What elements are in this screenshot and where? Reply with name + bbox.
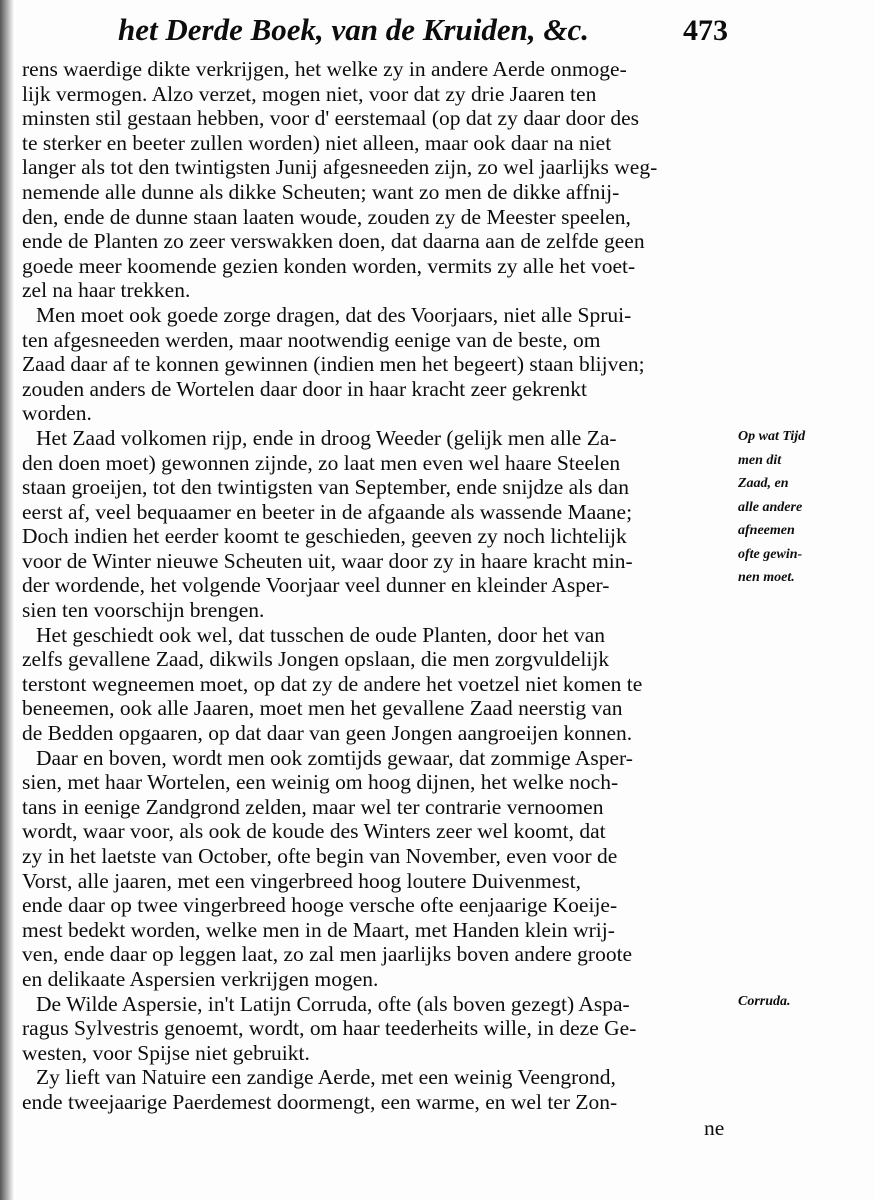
margin-note-line: afneemen	[738, 523, 795, 538]
running-title: het Derde Boek, van de Kruiden, &c.	[118, 12, 589, 47]
text-line: nemende alle dunne als dikke Scheuten; want zo men de dikke affnij-	[22, 179, 620, 204]
text-line: goede meer koomende gezien konden worden, vermits zy alle het voet-	[22, 253, 636, 278]
margin-note-line: Zaad, en	[738, 476, 789, 491]
text-line: Vorst, alle jaaren, met een vingerbreed hoog loutere Duivenmest,	[22, 868, 582, 893]
text-line: tans in eenige Zandgrond zelden, maar wel ter contrarie vernoomen	[22, 794, 604, 819]
text-line: zel na haar trekken.	[22, 278, 191, 303]
body-text	[22, 57, 732, 1115]
text-line: Het Zaad volkomen rijp, ende in droog Weeder (gelijk men alle Za-	[36, 425, 617, 450]
text-line: en delikaate Aspersien verkrijgen mogen.	[22, 966, 379, 991]
text-line: westen, voor Spijse niet gebruikt.	[22, 1040, 310, 1065]
text-line: der wordende, het volgende Voorjaar veel dunner en kleinder Asper-	[22, 573, 610, 598]
page-edge-shadow	[0, 0, 14, 1200]
text-line: ven, ende daar op leggen laat, zo zal men jaarlijks boven andere groote	[22, 942, 633, 967]
text-line: ende daar op twee vingerbreed hooge versche ofte eenjaarige Koeije-	[22, 893, 618, 918]
text-line: Daar en boven, wordt men ook zomtijds gewaar, dat zommige Asper-	[36, 745, 633, 770]
text-line: ende tweejaarige Paerdemest doormengt, een warme, en wel ter Zon-	[22, 1089, 618, 1114]
text-line: zouden anders de Wortelen daar door in haar kracht zeer gekrenkt	[22, 376, 587, 401]
margin-note-line: men dit	[738, 452, 782, 468]
text-line: Zy lieft van Natuire een zandige Aerde, met een weinig Veengrond,	[36, 1065, 616, 1090]
text-line: mest bedekt worden, welke men in de Maart, met Handen klein wrij-	[22, 917, 615, 942]
text-line: Doch indien het eerder koomt te geschieden, geeven zy noch lichtelijk	[22, 524, 627, 549]
text-line: Zaad daar af te konnen gewinnen (indien men het begeert) staan blijven;	[22, 352, 645, 377]
text-line: zy in het laetste van October, ofte begin van November, even voor de	[22, 844, 618, 868]
text-line: ende de Planten zo zeer verswakken doen, dat daarna aan de zelfde geen	[22, 229, 645, 254]
text-line: De Wilde Aspersie, in't Latijn Corruda, ofte (als boven gezegt) Aspa-	[36, 991, 630, 1016]
text-line: worden.	[22, 401, 92, 426]
page-header	[118, 12, 728, 58]
margin-note-line: alle andere	[738, 499, 803, 515]
text-line: Men moet ook goede zorge dragen, dat des Voorjaars, niet alle Sprui-	[36, 302, 632, 327]
text-line: sien, met haar Wortelen, een weinig om hoog dijnen, het welke noch-	[22, 770, 619, 795]
margin-note-line: nen moet.	[738, 570, 795, 585]
text-line: eerst af, veel bequaamer en beeter in de afgaande als wassende Maane;	[22, 499, 633, 524]
text-line: voor de Winter nieuwe Scheuten uit, waar door zy in haare kracht min-	[22, 548, 633, 573]
text-line: zelfs gevallene Zaad, dikwils Jongen opslaan, die men zorgvuldelijk	[22, 647, 610, 672]
text-line: de Bedden opgaaren, op dat daar van geen Jongen aangroeijen konnen.	[22, 721, 633, 746]
text-line: den, ende de dunne staan laaten woude, zouden zy de Meester speelen,	[22, 204, 631, 229]
margin-note-corruda	[738, 990, 868, 1014]
margin-note-line: Op wat Tijd	[738, 429, 806, 444]
text-line: langer als tot den twintigsten Junij afgesneeden zijn, zo wel jaarlijks weg-	[22, 155, 658, 180]
text-line: minsten stil gestaan hebben, voor d' eerstemaal (op dat zy daar door des	[22, 106, 640, 131]
text-line: te sterker en beeter zullen worden) niet alleen, maar ook daar na niet	[22, 130, 612, 155]
text-line: terstont wegneemen moet, op dat zy de andere het voetzel niet komen te	[22, 671, 643, 696]
margin-note-when-to-take	[738, 425, 868, 590]
text-line: beneemen, ook alle Jaaren, moet men het gevallene Zaad neerstig van	[22, 696, 623, 721]
text-line: staan groeijen, tot den twintigsten van September, ende snijdze als dan	[22, 475, 629, 500]
page-number: 473	[683, 14, 728, 47]
text-line: ten afgesneeden werden, maar nootwendig eenige van de beste, om	[22, 327, 601, 352]
text-line: rens waerdige dikte verkrijgen, het welke zy in andere Aerde onmoge-	[22, 57, 627, 81]
margin-note-line: Corruda.	[738, 994, 791, 1009]
text-line: sien ten voorschijn brengen.	[22, 598, 265, 623]
text-line: ragus Sylvestris genoemt, wordt, om haar teederheits wille, in deze Ge-	[22, 1016, 637, 1041]
text-line: den doen moet) gewonnen zijnde, zo laat men even wel haare Steelen	[22, 450, 621, 475]
text-line: lijk vermogen. Alzo verzet, mogen niet, voor dat zy drie Jaaren ten	[22, 81, 597, 106]
text-line: Het geschiedt ook wel, dat tusschen de oude Planten, door het van	[36, 622, 606, 647]
catchword: ne	[704, 1116, 725, 1140]
margin-note-line: ofte gewin-	[738, 546, 803, 562]
text-line: wordt, waar voor, als ook de koude des Winters zeer wel koomt, dat	[22, 819, 606, 844]
